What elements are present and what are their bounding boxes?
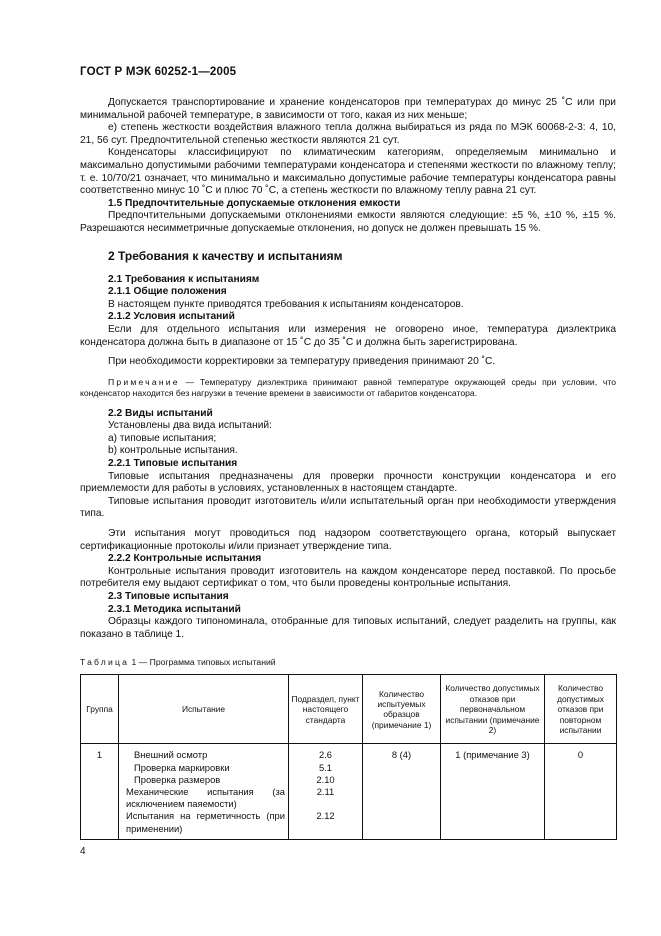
ref-item: 5.1 xyxy=(318,761,333,773)
ref-item: 2.11 xyxy=(316,785,335,797)
table-caption xyxy=(80,657,616,668)
test-item: Внешний осмотр xyxy=(134,749,208,761)
note-label: Примечание xyxy=(108,376,180,387)
paragraph-climatic: Конденсаторы классифицируют по климатическим категориям, определяемым минимально и максимально допустимыми рабочими температурами конденсатора и степенями жесткости по влажному теплу; т. е. 10/70/21 означает, что минимально и максимально допустимые рабочие температуры конденсатора равны соответственно минус 10 ˚С и плюс 70 ˚С, а степень жесткости по влажному теплу равна 21 сут. xyxy=(80,147,616,197)
test-program-table xyxy=(80,674,617,839)
ref-item: 2.6 xyxy=(318,749,333,761)
table-caption-text: 1 — Программа типовых испытаний xyxy=(129,657,276,668)
paragraph-item-e: е) степень жесткости воздействия влажного тепла должна выбираться из ряда по МЭК 60068-2-3: 4, 10, 21, 56 сут. Предпочтительной степенью жесткости являются 21 сут. xyxy=(80,122,616,146)
paragraph-routine: Контрольные испытания проводит изготовитель на каждом конденсаторе перед поставкой. По просьбе потребителя ему выдают сертификат о том, что были проведены контрольные испытания. xyxy=(80,565,616,590)
table-caption-label: Таблица xyxy=(80,657,130,668)
heading-2-1-2: 2.1.2 Условия испытаний xyxy=(108,311,235,323)
heading-2-3: 2.3 Типовые испытания xyxy=(108,591,229,602)
paragraph-type-who: Типовые испытания проводит изготовитель и/или испытательный орган при необходимости утверждения типа. xyxy=(80,495,616,520)
header-test: Испытание xyxy=(119,675,289,744)
heading-2-2: 2.2 Виды испытаний xyxy=(108,407,213,419)
header-repeat-failures: Количество допустимых отказов при повторном испытании xyxy=(545,675,617,744)
cell-group: 1 xyxy=(81,744,119,839)
page-number: 4 xyxy=(80,846,86,857)
test-item: Механические испытания (за исключением паяемости) xyxy=(126,785,285,810)
cell-repeat-failures: 0 xyxy=(545,744,617,839)
paragraph-correction: При необходимости корректировки за температуру приведения принимают 20 ˚С. xyxy=(108,356,496,368)
heading-section-2: 2 Требования к качеству и испытаниям xyxy=(108,248,343,263)
paragraph-conditions: Если для отдельного испытания или измерения не оговорено иное, температура диэлектрика конденсатора должна быть в диапазоне от 15 ˚С до 35 ˚С и должна быть зарегистрирована. xyxy=(80,323,616,348)
header-initial-failures: Количество допустимых отказов при первоначальном испытании (примечание 2) xyxy=(441,675,545,744)
heading-2-2-2: 2.2.2 Контрольные испытания xyxy=(108,553,262,565)
test-item: Испытания на герметичность (при применении) xyxy=(126,810,285,834)
paragraph-groups: Образцы каждого типономинала, отобранные для типовых испытаний, следует разделить на группы, как показано в таблице 1. xyxy=(80,616,616,640)
table-header-row xyxy=(81,675,617,744)
heading-2-1: 2.1 Требования к испытаниям xyxy=(108,273,260,285)
paragraph-general: В настоящем пункте приводятся требования к испытаниям конденсаторов. xyxy=(108,298,464,310)
heading-2-3-1: 2.3.1 Методика испытаний xyxy=(108,603,241,615)
page-body xyxy=(80,97,616,840)
ref-item: 2.10 xyxy=(316,773,335,785)
test-item: Проверка маркировки xyxy=(134,761,230,773)
paragraph-type-purpose: Типовые испытания предназначены для проверки прочности конструкции конденсатора и его приемлемости для работы в условиях, установленных в настоящем стандарте. xyxy=(80,470,616,495)
heading-2-2-1: 2.2.1 Типовые испытания xyxy=(108,458,238,470)
header-samples: Количество испытуемых образцов (примечание 1) xyxy=(363,675,441,744)
header-clause: Подраздел, пункт настоящего стандарта xyxy=(289,675,363,744)
paragraph-tolerances: Предпочтительными допускаемыми отклонениями емкости являются следующие: ±5 %, ±10 %, ±15 %. Разрешаются несимметричные допускаемые отклонения, но допуск не должен превышать 15 %. xyxy=(80,210,616,234)
header-group: Группа xyxy=(81,675,119,744)
note-text: — Температуру диэлектрика принимают равной температуре окружающей среды при условии, что конденсатор находится без нагрузки в течение времени в зависимости от габаритов конденсатора. xyxy=(80,376,616,399)
paragraph-kinds: Установлены два вида испытаний: xyxy=(108,420,272,432)
cell-refs xyxy=(289,744,363,839)
heading-1-5: 1.5 Предпочтительные допускаемые отклонения емкости xyxy=(108,197,401,209)
paragraph-supervision: Эти испытания могут проводиться под надзором соответствующего органа, который выпускает сертификационные протоколы и/или признает утверждение типа. xyxy=(80,528,616,552)
note xyxy=(80,377,616,400)
cell-initial-failures: 1 (примечание 3) xyxy=(441,744,545,839)
test-item: Проверка размеров xyxy=(134,773,221,785)
list-item-a: а) типовые испытания; xyxy=(108,432,217,444)
table-row xyxy=(81,744,617,839)
ref-item: 2.12 xyxy=(316,810,335,822)
heading-2-1-1: 2.1.1 Общие положения xyxy=(108,286,227,298)
cell-tests xyxy=(119,744,289,839)
cell-samples: 8 (4) xyxy=(363,744,441,839)
paragraph-transport: Допускается транспортирование и хранение конденсаторов при температурах до минус 25 ˚С или при минимальной рабочей температуре, в зависимости от того, какая из них меньше; xyxy=(80,97,616,121)
list-item-b: b) контрольные испытания. xyxy=(108,445,238,457)
document-header: ГОСТ Р МЭК 60252-1—2005 xyxy=(80,66,237,78)
